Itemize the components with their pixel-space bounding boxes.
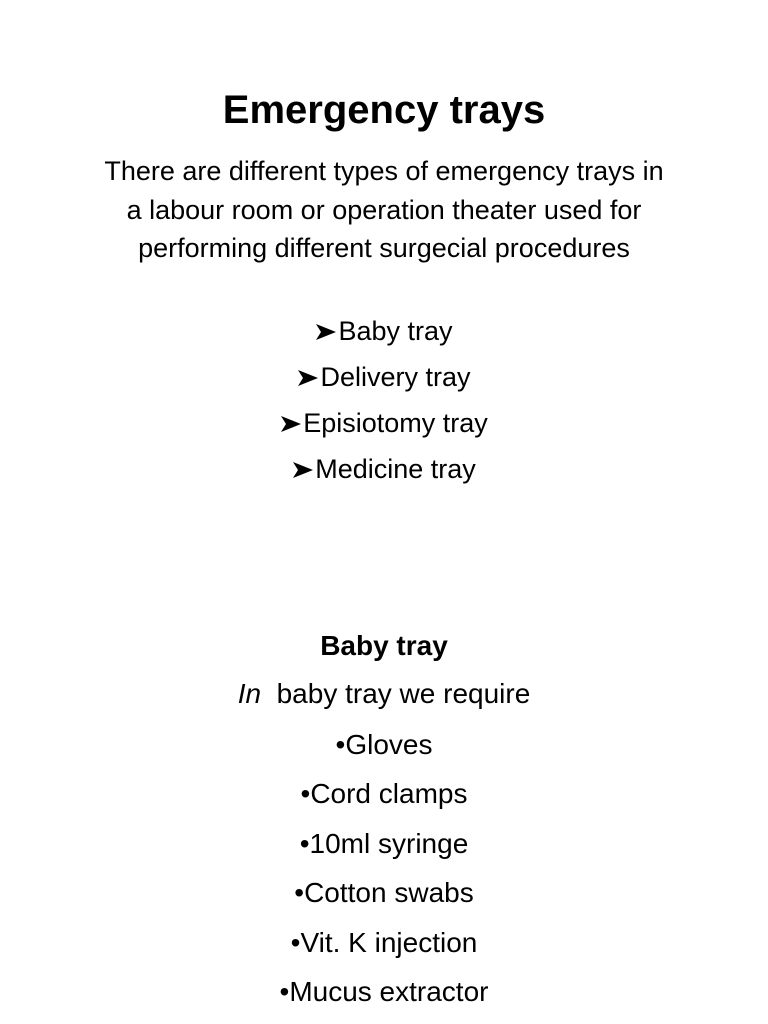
- list-item: [0, 923, 768, 972]
- bullet: •: [335, 729, 346, 760]
- item-label: Gloves: [345, 729, 433, 760]
- arrow-bullet-icon: [280, 414, 302, 434]
- list-item: [0, 725, 768, 774]
- tray-label: Delivery tray: [320, 362, 471, 392]
- requirements-list: [0, 725, 768, 1021]
- list-item: [0, 450, 768, 496]
- intro-rest: baby tray we require: [276, 678, 531, 709]
- list-item: [0, 312, 768, 358]
- list-item: [0, 774, 768, 823]
- list-item: [0, 873, 768, 922]
- arrow-bullet-icon: [297, 368, 319, 388]
- section-heading: Baby tray: [320, 630, 448, 661]
- item-label: Cotton swabs: [304, 877, 474, 909]
- section-intro: [0, 674, 768, 714]
- item-label: Cord clamps: [310, 778, 468, 810]
- tray-label: Baby tray: [338, 316, 453, 346]
- page-title: Emergency trays: [222, 88, 546, 132]
- bullet: •: [279, 975, 290, 1007]
- bullet: •: [300, 778, 311, 810]
- list-item: [0, 824, 768, 873]
- list-item: [0, 404, 768, 450]
- list-item: [0, 358, 768, 404]
- item-label: Vit. K injection: [300, 926, 478, 958]
- intro-prefix: In: [237, 678, 262, 709]
- tray-label: Medicine tray: [315, 454, 476, 484]
- item-label: 10ml syringe: [309, 827, 469, 859]
- arrow-bullet-icon: [292, 460, 314, 480]
- tray-types-list: [0, 312, 768, 496]
- item-label: Mucus extractor: [289, 975, 489, 1007]
- bullet: •: [290, 926, 301, 958]
- bullet: •: [294, 877, 305, 909]
- tray-label: Episiotomy tray: [303, 408, 488, 438]
- intro-paragraph: There are different types of emergency trays in a labour room or operation theater used for performing different surgecial procedures: [104, 156, 664, 263]
- list-item: [0, 972, 768, 1021]
- bullet: •: [299, 827, 310, 859]
- arrow-bullet-icon: [315, 322, 337, 342]
